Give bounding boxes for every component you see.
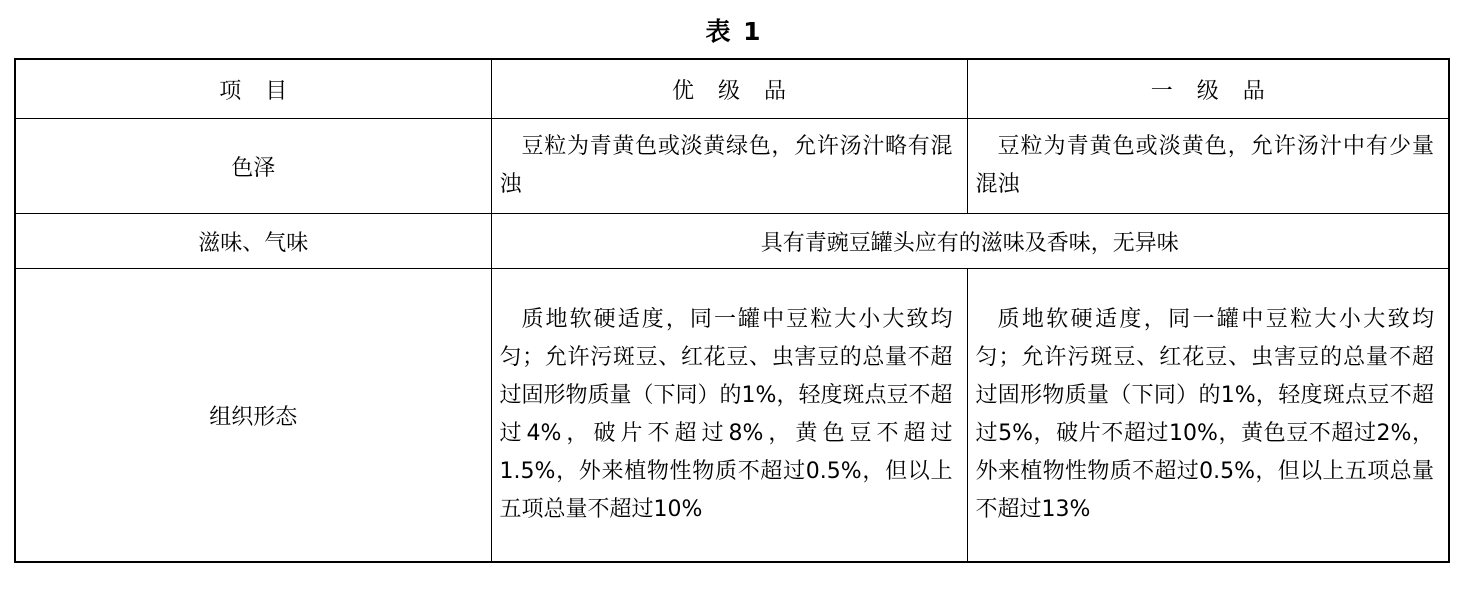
color-first-text: 豆粒为青黄色或淡黄色，允许汤汁中有少量混浊 (975, 134, 1434, 197)
table-row-color (15, 119, 1449, 214)
item-texture: 组织形态 (15, 269, 491, 563)
taste-both-grades: 具有青豌豆罐头应有的滋味及香味，无异味 (491, 214, 1449, 269)
texture-first-grade (967, 269, 1449, 563)
table-row-texture (15, 269, 1449, 563)
texture-first-text: 质地软硬适度，同一罐中豆粒大小大致均匀；允许污斑豆、红花豆、虫害豆的总量不超过固形物质量（下同）的1%，轻度斑点豆不超过5%，破片不超过10%，黄色豆不超过2%，外来植物性物质不超过0.5%，但以上五项总量不超过13% (975, 307, 1434, 522)
header-superior-grade: 优级品 (491, 59, 967, 119)
item-taste: 滋味、气味 (15, 214, 491, 269)
table-row-taste (15, 214, 1449, 269)
quality-grade-table (14, 58, 1450, 563)
header-first-grade: 一级品 (967, 59, 1449, 119)
header-item: 项目 (15, 59, 491, 119)
table-body (15, 119, 1449, 563)
table-header (15, 59, 1449, 119)
header-row (15, 59, 1449, 119)
color-superior-grade (491, 119, 967, 214)
table-caption: 表 1 (705, 17, 763, 46)
item-color: 色泽 (15, 119, 491, 214)
texture-superior-text: 质地软硬适度，同一罐中豆粒大小大致均匀；允许污斑豆、红花豆、虫害豆的总量不超过固形物质量（下同）的1%，轻度斑点豆不超过4%，破片不超过8%，黄色豆不超过1.5%，外来植物性物质不超过0.5%，但以上五项总量不超过10% (499, 307, 953, 522)
texture-superior-grade (491, 269, 967, 563)
color-superior-text: 豆粒为青黄色或淡黄绿色，允许汤汁略有混浊 (499, 134, 953, 197)
color-first-grade (967, 119, 1449, 214)
